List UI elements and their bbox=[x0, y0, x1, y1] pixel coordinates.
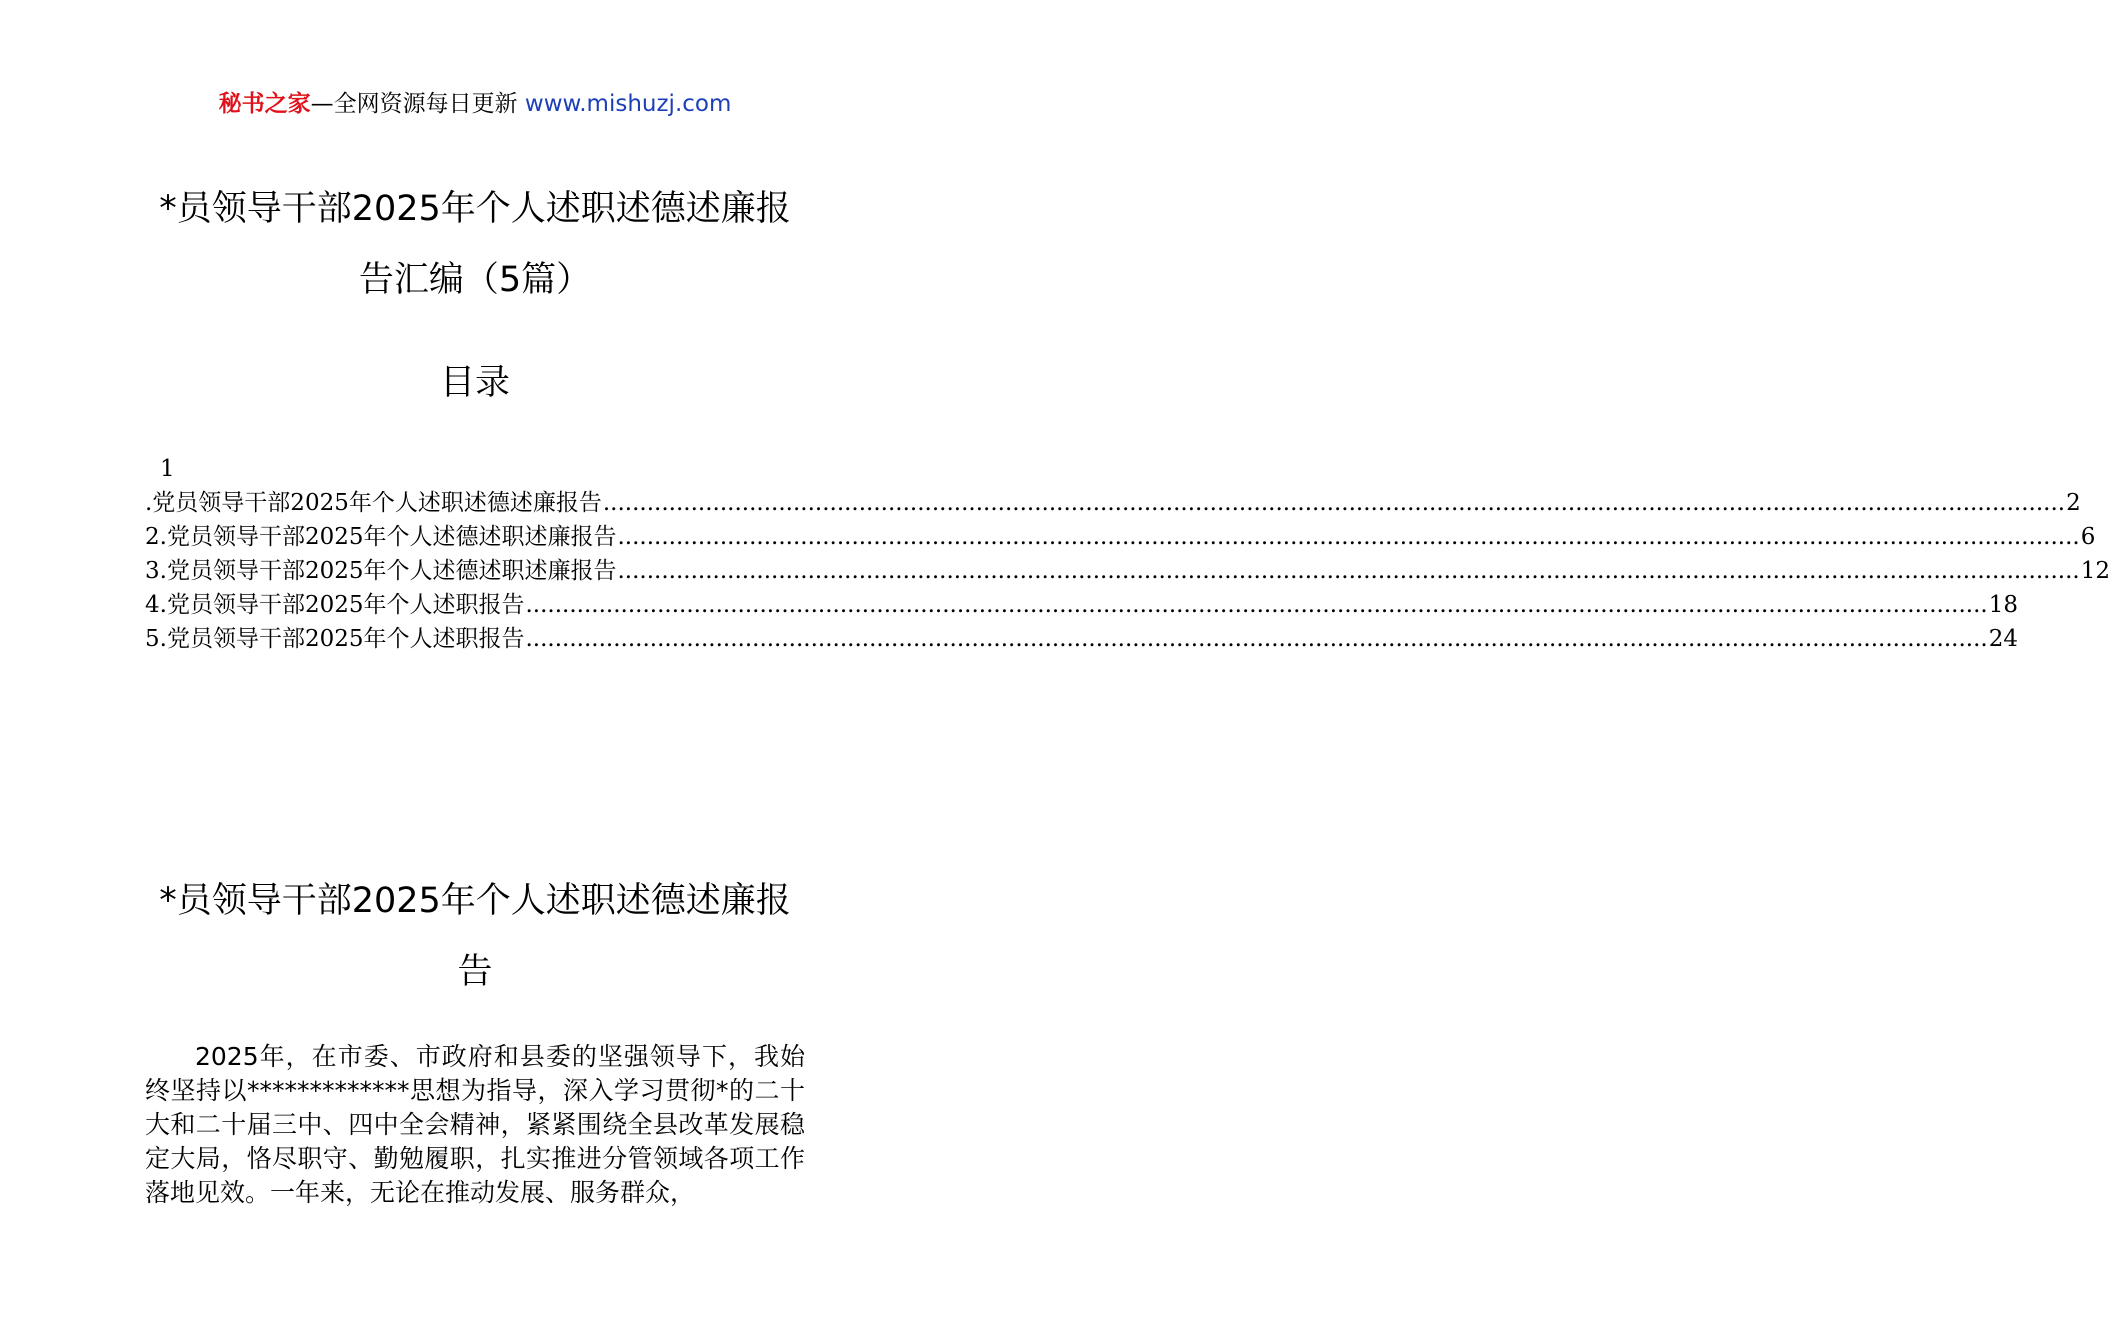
toc-leader-dots: ........................................................................................................................................................................................................ bbox=[617, 558, 2080, 584]
toc-item-label: 4.党员领导干部2025年个人述职报告 bbox=[145, 592, 525, 618]
toc-heading: 目录 bbox=[439, 363, 510, 403]
toc-item[interactable] bbox=[145, 520, 2096, 554]
toc-item-page: 18 bbox=[1988, 592, 2018, 618]
toc-item[interactable] bbox=[145, 554, 2110, 588]
body-paragraph: 2025年，在市委、市政府和县委的坚强领导下，我始终坚持以*************思想为指导，深入学习贯彻*的二十大和二十届三中、四中全会精神，紧紧围绕全县改革发展稳定大局，恪尽职守、勤勉履职，扎实推进分管领域各项工作落地见效。一年来，无论在推动发展、服务群众， bbox=[145, 1042, 805, 1207]
toc-item-page: 24 bbox=[1988, 626, 2018, 652]
section-title-line2: 告 bbox=[457, 952, 493, 992]
toc-item-label: 2.党员领导干部2025年个人述德述职述廉报告 bbox=[145, 524, 617, 550]
toc-item[interactable] bbox=[145, 622, 2018, 656]
toc-leader-dots: ........................................................................................................................................................................................................ bbox=[602, 490, 2066, 516]
site-tagline: —全网资源每日更新 bbox=[310, 91, 518, 117]
toc-item[interactable] bbox=[145, 588, 2018, 622]
toc-item-label: 3.党员领导干部2025年个人述德述职述廉报告 bbox=[145, 558, 617, 584]
site-brand: 秘书之家 bbox=[218, 91, 311, 117]
toc-item-label: .党员领导干部2025年个人述职述德述廉报告 bbox=[145, 490, 602, 516]
toc-leader-dots: ........................................................................................................................................................................................................ bbox=[525, 592, 1988, 618]
toc-first-number: 1 bbox=[160, 456, 175, 482]
toc-leader-dots: ........................................................................................................................................................................................................ bbox=[617, 524, 2080, 550]
toc-item-label: 5.党员领导干部2025年个人述职报告 bbox=[145, 626, 525, 652]
toc-leader-dots: ........................................................................................................................................................................................................ bbox=[525, 626, 1988, 652]
toc-item-page: 2 bbox=[2066, 490, 2081, 516]
section-title-line1: *员领导干部2025年个人述职述德述廉报 bbox=[159, 881, 791, 921]
toc-item[interactable] bbox=[145, 486, 2081, 520]
toc-item-page: 12 bbox=[2080, 558, 2110, 584]
document-title-line2: 告汇编（5篇） bbox=[358, 260, 592, 300]
document-title-line1: *员领导干部2025年个人述职述德述廉报 bbox=[159, 189, 791, 229]
toc-item-page: 6 bbox=[2080, 524, 2096, 550]
site-header bbox=[0, 86, 950, 122]
site-url-link[interactable]: www.mishuzj.com bbox=[524, 91, 732, 117]
